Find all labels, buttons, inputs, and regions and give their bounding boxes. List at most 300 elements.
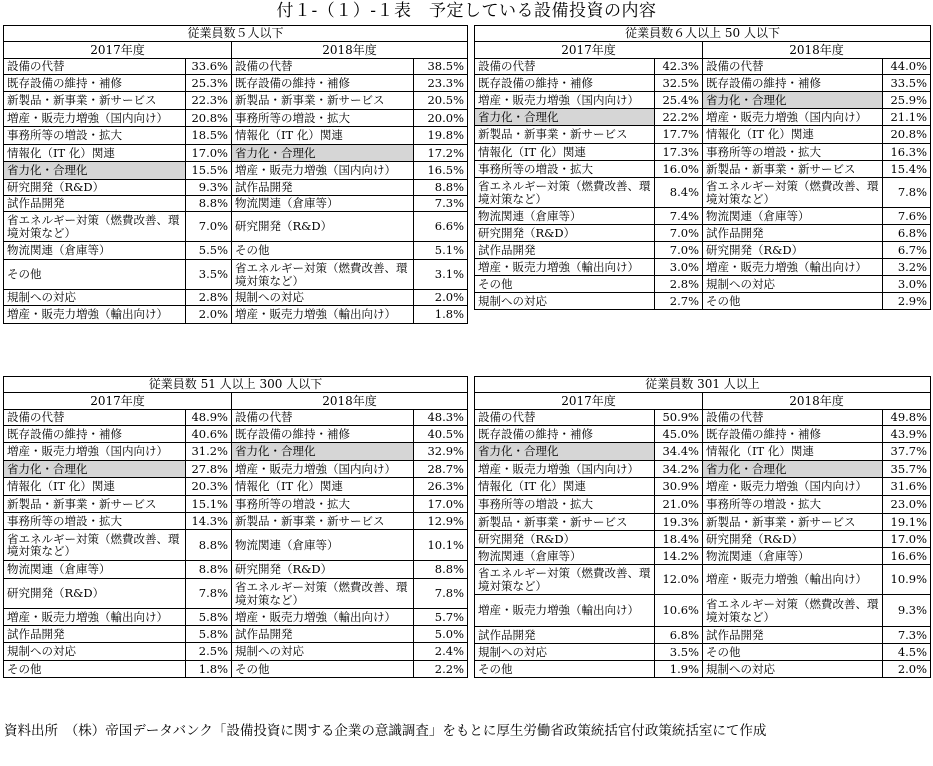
value-2018: 7.3% <box>414 196 468 212</box>
value-2017: 5.5% <box>186 242 232 260</box>
table-row <box>4 196 468 212</box>
item-2018: 省力化・合理化 <box>703 92 883 109</box>
table-row <box>475 126 931 144</box>
source-note <box>4 722 929 741</box>
value-2017: 7.0% <box>655 225 703 242</box>
item-2018: 試作品開発 <box>703 225 883 242</box>
table-row <box>4 643 468 661</box>
table-row <box>4 59 468 75</box>
value-2018: 12.9% <box>414 513 468 530</box>
value-2017: 2.8% <box>186 290 232 306</box>
value-2018: 3.0% <box>883 276 931 293</box>
value-2018: 16.6% <box>883 548 931 565</box>
value-2017: 6.8% <box>655 627 703 644</box>
value-2018: 2.4% <box>414 643 468 661</box>
value-2018: 43.9% <box>883 426 931 443</box>
value-2018: 26.3% <box>414 478 468 496</box>
item-2017: 試作品開発 <box>4 196 186 212</box>
table-row <box>475 548 931 565</box>
value-2017: 17.0% <box>186 145 232 162</box>
item-2018: 規制への対応 <box>703 661 883 678</box>
item-2018: 既存設備の維持・補修 <box>703 426 883 443</box>
table-row <box>475 144 931 161</box>
table-row <box>475 410 931 426</box>
table-row <box>4 127 468 145</box>
item-2017: その他 <box>4 260 186 290</box>
item-2017: 情報化（IT 化）関連 <box>4 478 186 496</box>
table-row <box>4 110 468 127</box>
item-2018: 研究開発（R&D） <box>232 212 414 242</box>
table-row <box>4 162 468 180</box>
value-2018: 16.3% <box>883 144 931 161</box>
item-2018: 物流関連（倉庫等） <box>703 208 883 225</box>
item-2018: その他 <box>703 293 883 310</box>
item-2017: 増産・販売力増強（国内向け） <box>475 92 655 109</box>
item-2018: 物流関連（倉庫等） <box>232 530 414 561</box>
item-2018: 既存設備の維持・補修 <box>703 75 883 92</box>
item-2018: その他 <box>232 661 414 678</box>
year-2017-header: 2017年度 <box>475 393 703 410</box>
value-2018: 2.9% <box>883 293 931 310</box>
item-2017: 省力化・合理化 <box>4 162 186 180</box>
table-row <box>4 180 468 196</box>
value-2018: 23.3% <box>414 75 468 92</box>
value-2017: 48.9% <box>186 410 232 426</box>
table-row <box>4 661 468 678</box>
table-row <box>475 208 931 225</box>
item-2018: 規制への対応 <box>232 290 414 306</box>
value-2018: 9.3% <box>883 595 931 627</box>
value-2018: 19.1% <box>883 514 931 531</box>
value-2017: 45.0% <box>655 426 703 443</box>
value-2017: 2.7% <box>655 293 703 310</box>
value-2017: 1.9% <box>655 661 703 678</box>
value-2017: 34.2% <box>655 461 703 478</box>
item-2018: 事務所等の増設・拡大 <box>703 144 883 161</box>
item-2017: 事務所等の増設・拡大 <box>4 127 186 145</box>
item-2018: 事務所等の増設・拡大 <box>232 496 414 513</box>
item-2018: 省力化・合理化 <box>703 461 883 478</box>
value-2018: 6.6% <box>414 212 468 242</box>
table-row <box>4 579 468 609</box>
item-2018: 増産・販売力増強（輸出向け） <box>703 259 883 276</box>
item-2017: 増産・販売力増強（輸出向け） <box>475 259 655 276</box>
table-row <box>4 561 468 579</box>
item-2017: 増産・販売力増強（輸出向け） <box>475 595 655 627</box>
table-row <box>475 59 931 75</box>
table-row <box>4 145 468 162</box>
item-2018: 増産・販売力増強（国内向け） <box>232 461 414 478</box>
value-2017: 18.4% <box>655 531 703 548</box>
value-2018: 38.5% <box>414 59 468 75</box>
item-2018: 研究開発（R&D） <box>232 561 414 579</box>
value-2017: 14.2% <box>655 548 703 565</box>
table-51-to-300 <box>3 376 468 678</box>
item-2017: 省エネルギー対策（燃費改善、環境対策など） <box>4 212 186 242</box>
table-row <box>4 290 468 306</box>
value-2018: 2.0% <box>883 661 931 678</box>
item-2018: 情報化（IT 化）関連 <box>703 126 883 144</box>
table-heading: 従業員数 301 人以上 <box>475 377 931 393</box>
value-2017: 31.2% <box>186 443 232 461</box>
value-2017: 1.8% <box>186 661 232 678</box>
table-row <box>475 242 931 259</box>
value-2018: 32.9% <box>414 443 468 461</box>
value-2017: 30.9% <box>655 478 703 496</box>
item-2018: 規制への対応 <box>703 276 883 293</box>
item-2017: 省エネルギー対策（燃費改善、環境対策など） <box>4 530 186 561</box>
value-2017: 8.8% <box>186 530 232 561</box>
value-2017: 33.6% <box>186 59 232 75</box>
item-2017: 既存設備の維持・補修 <box>475 426 655 443</box>
table-row <box>4 410 468 426</box>
value-2018: 5.0% <box>414 626 468 643</box>
value-2018: 48.3% <box>414 410 468 426</box>
item-2017: 研究開発（R&D） <box>4 180 186 196</box>
item-2017: 試作品開発 <box>475 242 655 259</box>
item-2017: その他 <box>475 276 655 293</box>
value-2017: 3.5% <box>186 260 232 290</box>
value-2017: 25.4% <box>655 92 703 109</box>
table-row <box>4 306 468 324</box>
item-2018: 物流関連（倉庫等） <box>703 548 883 565</box>
value-2017: 22.3% <box>186 92 232 110</box>
table-body <box>475 377 931 678</box>
table-body <box>4 377 468 678</box>
item-2017: 規制への対応 <box>4 643 186 661</box>
item-2018: 省エネルギー対策（燃費改善、環境対策など） <box>703 178 883 208</box>
item-2018: 省力化・合理化 <box>232 145 414 162</box>
item-2018: 試作品開発 <box>703 627 883 644</box>
item-2017: 既存設備の維持・補修 <box>4 426 186 443</box>
value-2017: 12.0% <box>655 565 703 595</box>
item-2018: 既存設備の維持・補修 <box>232 426 414 443</box>
item-2018: 研究開発（R&D） <box>703 242 883 259</box>
value-2018: 8.8% <box>414 561 468 579</box>
value-2018: 25.9% <box>883 92 931 109</box>
item-2018: 事務所等の増設・拡大 <box>703 496 883 514</box>
value-2017: 10.6% <box>655 595 703 627</box>
item-2018: 新製品・新事業・新サービス <box>232 513 414 530</box>
item-2018: 研究開発（R&D） <box>703 531 883 548</box>
value-2017: 7.0% <box>655 242 703 259</box>
item-2018: 情報化（IT 化）関連 <box>232 478 414 496</box>
value-2017: 17.3% <box>655 144 703 161</box>
value-2017: 21.0% <box>655 496 703 514</box>
year-2018-header: 2018年度 <box>232 42 468 59</box>
value-2018: 49.8% <box>883 410 931 426</box>
year-2017-header: 2017年度 <box>4 42 232 59</box>
item-2017: 物流関連（倉庫等） <box>4 561 186 579</box>
item-2018: 新製品・新事業・新サービス <box>232 92 414 110</box>
value-2017: 25.3% <box>186 75 232 92</box>
value-2017: 3.5% <box>655 644 703 661</box>
year-2018-header: 2018年度 <box>703 393 931 410</box>
year-2017-header: 2017年度 <box>475 42 703 59</box>
table-body <box>475 26 931 310</box>
table-row <box>4 530 468 561</box>
value-2018: 23.0% <box>883 496 931 514</box>
value-2018: 10.9% <box>883 565 931 595</box>
value-2018: 19.8% <box>414 127 468 145</box>
item-2018: 省エネルギー対策（燃費改善、環境対策など） <box>232 260 414 290</box>
value-2018: 1.8% <box>414 306 468 324</box>
value-2018: 17.2% <box>414 145 468 162</box>
table-row <box>475 109 931 126</box>
value-2017: 18.5% <box>186 127 232 145</box>
table-row <box>475 225 931 242</box>
item-2017: 規制への対応 <box>4 290 186 306</box>
item-2018: 増産・販売力増強（国内向け） <box>703 109 883 126</box>
item-2018: 省エネルギー対策（燃費改善、環境対策など） <box>703 595 883 627</box>
value-2018: 17.0% <box>414 496 468 513</box>
item-2018: その他 <box>232 242 414 260</box>
value-2017: 5.8% <box>186 609 232 626</box>
value-2018: 5.7% <box>414 609 468 626</box>
item-2018: 物流関連（倉庫等） <box>232 196 414 212</box>
value-2018: 20.0% <box>414 110 468 127</box>
value-2017: 2.8% <box>655 276 703 293</box>
year-2018-header: 2018年度 <box>232 393 468 410</box>
value-2018: 33.5% <box>883 75 931 92</box>
table-row <box>4 426 468 443</box>
source-line: 資料出所 （株）帝国データバンク「設備投資に関する企業の意識調査」をもとに厚生労働省政策統括官付政策統括室にて作成 <box>4 723 767 739</box>
value-2018: 2.2% <box>414 661 468 678</box>
table-row <box>4 609 468 626</box>
item-2017: 増産・販売力増強（国内向け） <box>4 110 186 127</box>
item-2017: 研究開発（R&D） <box>475 531 655 548</box>
item-2017: 増産・販売力増強（輸出向け） <box>4 609 186 626</box>
item-2017: 情報化（IT 化）関連 <box>4 145 186 162</box>
table-row <box>475 92 931 109</box>
value-2018: 35.7% <box>883 461 931 478</box>
value-2018: 6.8% <box>883 225 931 242</box>
year-header-row <box>475 393 931 410</box>
table-row <box>475 259 931 276</box>
value-2018: 20.5% <box>414 92 468 110</box>
item-2017: 物流関連（倉庫等） <box>4 242 186 260</box>
value-2017: 32.5% <box>655 75 703 92</box>
value-2017: 5.8% <box>186 626 232 643</box>
item-2018: 情報化（IT 化）関連 <box>703 443 883 461</box>
item-2017: 情報化（IT 化）関連 <box>475 144 655 161</box>
item-2017: 増産・販売力増強（国内向け） <box>4 443 186 461</box>
item-2017: 研究開発（R&D） <box>475 225 655 242</box>
table-row <box>475 496 931 514</box>
value-2017: 15.5% <box>186 162 232 180</box>
table-row <box>475 293 931 310</box>
value-2017: 50.9% <box>655 410 703 426</box>
value-2017: 7.4% <box>655 208 703 225</box>
value-2018: 17.0% <box>883 531 931 548</box>
item-2017: 設備の代替 <box>4 410 186 426</box>
table-row <box>475 426 931 443</box>
table-row <box>4 478 468 496</box>
value-2017: 40.6% <box>186 426 232 443</box>
value-2018: 3.1% <box>414 260 468 290</box>
item-2018: 新製品・新事業・新サービス <box>703 161 883 178</box>
item-2018: その他 <box>703 644 883 661</box>
table-row <box>475 178 931 208</box>
item-2017: 新製品・新事業・新サービス <box>475 514 655 531</box>
item-2018: 設備の代替 <box>232 410 414 426</box>
value-2017: 17.7% <box>655 126 703 144</box>
value-2018: 31.6% <box>883 478 931 496</box>
value-2018: 16.5% <box>414 162 468 180</box>
item-2018: 新製品・新事業・新サービス <box>703 514 883 531</box>
item-2018: 設備の代替 <box>703 59 883 75</box>
table-row <box>475 514 931 531</box>
item-2017: 省エネルギー対策（燃費改善、環境対策など） <box>475 178 655 208</box>
value-2017: 20.8% <box>186 110 232 127</box>
value-2017: 27.8% <box>186 461 232 478</box>
value-2018: 20.8% <box>883 126 931 144</box>
value-2017: 15.1% <box>186 496 232 513</box>
value-2018: 4.5% <box>883 644 931 661</box>
item-2017: 省エネルギー対策（燃費改善、環境対策など） <box>475 565 655 595</box>
table-row <box>4 242 468 260</box>
value-2018: 2.0% <box>414 290 468 306</box>
table-heading: 従業員数 51 人以上 300 人以下 <box>4 377 468 393</box>
item-2017: 規制への対応 <box>475 644 655 661</box>
table-row <box>475 644 931 661</box>
table-heading: 従業員数５人以下 <box>4 26 468 42</box>
item-2017: 省力化・合理化 <box>475 443 655 461</box>
item-2018: 省エネルギー対策（燃費改善、環境対策など） <box>232 579 414 609</box>
value-2018: 37.7% <box>883 443 931 461</box>
value-2018: 8.8% <box>414 180 468 196</box>
value-2017: 22.2% <box>655 109 703 126</box>
value-2018: 7.3% <box>883 627 931 644</box>
item-2017: 研究開発（R&D） <box>4 579 186 609</box>
item-2017: 事務所等の増設・拡大 <box>475 496 655 514</box>
table-6-to-50 <box>474 25 931 310</box>
table-row <box>475 75 931 92</box>
value-2017: 7.0% <box>186 212 232 242</box>
value-2017: 20.3% <box>186 478 232 496</box>
value-2018: 40.5% <box>414 426 468 443</box>
value-2018: 3.2% <box>883 259 931 276</box>
value-2017: 42.3% <box>655 59 703 75</box>
item-2017: 設備の代替 <box>4 59 186 75</box>
item-2018: 事務所等の増設・拡大 <box>232 110 414 127</box>
table-5-or-fewer <box>3 25 468 324</box>
table-row <box>4 92 468 110</box>
value-2018: 6.7% <box>883 242 931 259</box>
item-2017: 物流関連（倉庫等） <box>475 548 655 565</box>
table-row <box>4 461 468 478</box>
value-2018: 5.1% <box>414 242 468 260</box>
item-2018: 試作品開発 <box>232 626 414 643</box>
item-2018: 情報化（IT 化）関連 <box>232 127 414 145</box>
item-2017: 設備の代替 <box>475 59 655 75</box>
item-2018: 既存設備の維持・補修 <box>232 75 414 92</box>
table-row <box>475 461 931 478</box>
item-2018: 増産・販売力増強（国内向け） <box>703 478 883 496</box>
year-2017-header: 2017年度 <box>4 393 232 410</box>
value-2017: 7.8% <box>186 579 232 609</box>
table-row <box>475 661 931 678</box>
table-row <box>475 161 931 178</box>
item-2017: 省力化・合理化 <box>4 461 186 478</box>
table-heading-row <box>475 26 931 42</box>
table-row <box>4 212 468 242</box>
year-2018-header: 2018年度 <box>703 42 931 59</box>
item-2017: 既存設備の維持・補修 <box>475 75 655 92</box>
value-2018: 7.8% <box>414 579 468 609</box>
table-heading-row <box>475 377 931 393</box>
table-row <box>4 496 468 513</box>
item-2018: 増産・販売力増強（国内向け） <box>232 162 414 180</box>
item-2017: 省力化・合理化 <box>475 109 655 126</box>
item-2018: 設備の代替 <box>232 59 414 75</box>
table-body <box>4 26 468 324</box>
item-2018: 規制への対応 <box>232 643 414 661</box>
year-header-row <box>4 42 468 59</box>
item-2017: 情報化（IT 化）関連 <box>475 478 655 496</box>
value-2018: 15.4% <box>883 161 931 178</box>
table-row <box>4 513 468 530</box>
value-2017: 8.8% <box>186 196 232 212</box>
item-2018: 増産・販売力増強（輸出向け） <box>703 565 883 595</box>
page-title: 付１-（１）-１表 予定している設備投資の内容 <box>276 1 657 21</box>
item-2018: 試作品開発 <box>232 180 414 196</box>
table-row <box>475 443 931 461</box>
value-2017: 34.4% <box>655 443 703 461</box>
table-heading-row <box>4 377 468 393</box>
table-row <box>475 565 931 595</box>
value-2017: 9.3% <box>186 180 232 196</box>
item-2017: 増産・販売力増強（輸出向け） <box>4 306 186 324</box>
table-row <box>475 595 931 627</box>
table-row <box>475 276 931 293</box>
item-2017: 試作品開発 <box>4 626 186 643</box>
item-2018: 設備の代替 <box>703 410 883 426</box>
value-2017: 3.0% <box>655 259 703 276</box>
value-2017: 16.0% <box>655 161 703 178</box>
item-2017: 物流関連（倉庫等） <box>475 208 655 225</box>
item-2017: 既存設備の維持・補修 <box>4 75 186 92</box>
table-row <box>475 627 931 644</box>
value-2017: 8.8% <box>186 561 232 579</box>
item-2017: 設備の代替 <box>475 410 655 426</box>
value-2018: 44.0% <box>883 59 931 75</box>
table-301-or-more <box>474 376 931 678</box>
value-2018: 10.1% <box>414 530 468 561</box>
item-2017: 事務所等の増設・拡大 <box>475 161 655 178</box>
table-row <box>4 75 468 92</box>
table-row <box>4 260 468 290</box>
table-row <box>4 443 468 461</box>
item-2017: 試作品開発 <box>475 627 655 644</box>
item-2018: 増産・販売力増強（輸出向け） <box>232 609 414 626</box>
item-2017: 新製品・新事業・新サービス <box>4 496 186 513</box>
item-2017: 増産・販売力増強（国内向け） <box>475 461 655 478</box>
table-row <box>475 531 931 548</box>
year-header-row <box>475 42 931 59</box>
item-2017: 新製品・新事業・新サービス <box>4 92 186 110</box>
year-header-row <box>4 393 468 410</box>
value-2018: 21.1% <box>883 109 931 126</box>
item-2017: その他 <box>475 661 655 678</box>
value-2017: 19.3% <box>655 514 703 531</box>
item-2017: 規制への対応 <box>475 293 655 310</box>
table-heading: 従業員数６人以上 50 人以下 <box>475 26 931 42</box>
table-row <box>4 626 468 643</box>
item-2018: 省力化・合理化 <box>232 443 414 461</box>
value-2018: 28.7% <box>414 461 468 478</box>
value-2018: 7.6% <box>883 208 931 225</box>
